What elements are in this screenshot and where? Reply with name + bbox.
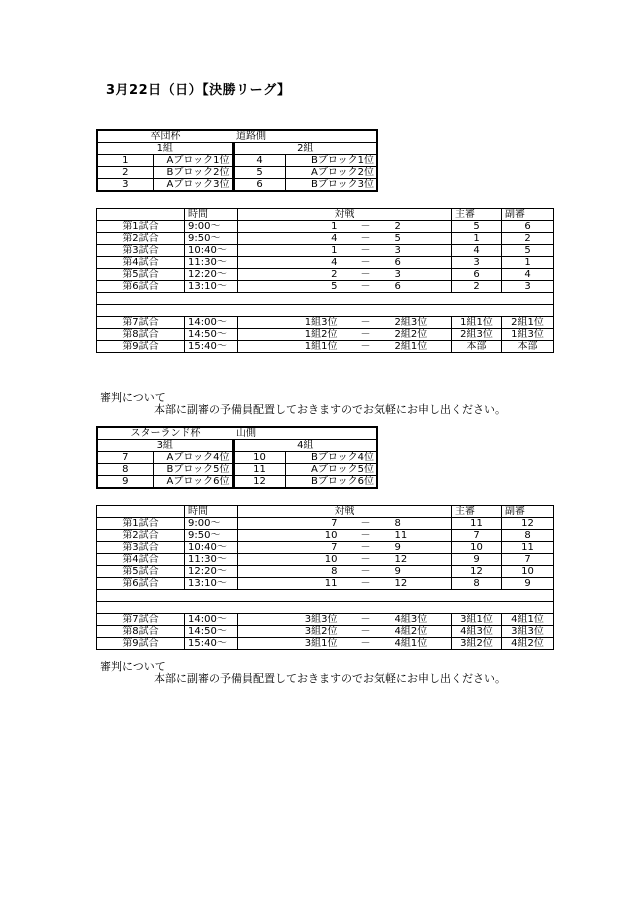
team-a: 7 [290,518,340,530]
team-number: 5 [233,167,285,179]
match-time: 13:10～ [185,281,238,293]
versus-dash: － [340,614,392,626]
match-row [97,638,554,650]
match-header: 対戦 [238,506,452,518]
team-number: 3 [97,179,153,192]
sub-referee: 4 [502,269,554,281]
chief-referee: 2 [452,281,502,293]
chief-referee: 7 [452,530,502,542]
team-number: 8 [97,464,153,476]
match-number: 第2試合 [97,233,185,245]
team-a: 3組2位 [290,626,340,638]
time-header: 時間 [185,209,238,221]
blank-row [97,305,554,317]
match-time: 9:50～ [185,530,238,542]
sub-referee-header: 副審 [502,506,554,518]
team-b: 12 [392,578,452,590]
match-header: 対戦 [238,209,452,221]
chief-referee: 3組1位 [452,614,502,626]
team-a: 1組2位 [290,329,340,341]
sub-referee: 12 [502,518,554,530]
versus-dash: － [340,317,392,329]
team-seed: Aブロック4位 [153,452,233,464]
team-number: 1 [97,155,153,167]
match-row [97,341,554,353]
versus-dash: － [340,281,392,293]
team-seed: Bブロック3位 [285,179,377,192]
team-b: 12 [392,554,452,566]
schedule-header-row [97,506,554,518]
sub-referee: 10 [502,566,554,578]
versus-dash: － [340,530,392,542]
sub-referee: 本部 [502,341,554,353]
match-time: 12:20～ [185,566,238,578]
versus-dash: － [340,638,392,650]
group-row [97,167,377,179]
match-number: 第9試合 [97,638,185,650]
match-number: 第3試合 [97,542,185,554]
match-number: 第8試合 [97,329,185,341]
team-seed: Bブロック2位 [153,167,233,179]
sub-referee: 1組3位 [502,329,554,341]
chief-referee: 本部 [452,341,502,353]
chief-referee-header: 主審 [452,209,502,221]
group-table-2 [96,426,378,489]
team-b: 9 [392,542,452,554]
match-row [97,269,554,281]
chief-referee-header: 主審 [452,506,502,518]
versus-dash: － [340,245,392,257]
match-number: 第3試合 [97,245,185,257]
match-row [97,233,554,245]
match-number: 第5試合 [97,269,185,281]
match-time: 11:30～ [185,257,238,269]
sub-referee: 3組3位 [502,626,554,638]
team-a: 1 [290,245,340,257]
chief-referee: 1 [452,233,502,245]
match-number: 第4試合 [97,554,185,566]
match-number: 第9試合 [97,341,185,353]
versus-dash: － [340,542,392,554]
match-number: 第6試合 [97,281,185,293]
versus-dash: － [340,626,392,638]
team-b: 3 [392,245,452,257]
team-b: 4組2位 [392,626,452,638]
blank-row [97,602,554,614]
referee-note-body: 本部に副審の予備員配置しておきますのでお気軽にお申し出ください。 [154,403,506,416]
sub-referee: 11 [502,542,554,554]
match-number: 第8試合 [97,626,185,638]
team-b: 6 [392,257,452,269]
match-row [97,554,554,566]
group-header-row [97,427,377,440]
team-number: 9 [97,476,153,489]
team-seed: Aブロック6位 [153,476,233,489]
group-name-row [97,143,377,155]
match-row [97,518,554,530]
match-row [97,281,554,293]
versus-dash: － [340,269,392,281]
team-a: 2 [290,269,340,281]
match-row [97,542,554,554]
field-side: 道路側 [236,131,266,142]
chief-referee: 2組3位 [452,329,502,341]
cup-name: スターランド杯 [130,428,201,439]
group-row [97,155,377,167]
group-name-right: 2組 [233,143,377,155]
match-row [97,257,554,269]
team-a: 7 [290,542,340,554]
match-row [97,317,554,329]
chief-referee: 3組2位 [452,638,502,650]
versus-dash: － [340,566,392,578]
group-header-row [97,130,377,143]
chief-referee: 4 [452,245,502,257]
match-row [97,614,554,626]
versus-dash: － [340,233,392,245]
chief-referee: 12 [452,566,502,578]
team-b: 11 [392,530,452,542]
group-row [97,476,377,489]
match-number: 第7試合 [97,317,185,329]
match-number: 第6試合 [97,578,185,590]
team-b: 3 [392,269,452,281]
team-a: 5 [290,281,340,293]
match-number: 第1試合 [97,518,185,530]
page-title: 3月22日（日）【決勝リーグ】 [106,83,291,98]
team-a: 4 [290,257,340,269]
sub-referee: 1 [502,257,554,269]
group-name-left: 1組 [97,143,233,155]
sub-referee: 2 [502,233,554,245]
sub-referee: 5 [502,245,554,257]
match-time: 9:50～ [185,233,238,245]
team-b: 2組3位 [392,317,452,329]
group-table-1 [96,129,378,192]
match-time: 12:20～ [185,269,238,281]
sub-referee: 4組2位 [502,638,554,650]
match-time: 14:50～ [185,626,238,638]
sub-referee: 4組1位 [502,614,554,626]
match-row [97,530,554,542]
group-row [97,464,377,476]
sub-referee: 2組1位 [502,317,554,329]
sub-referee: 3 [502,281,554,293]
team-b: 2組2位 [392,329,452,341]
chief-referee: 8 [452,578,502,590]
team-b: 6 [392,281,452,293]
match-time: 10:40～ [185,245,238,257]
chief-referee: 9 [452,554,502,566]
team-a: 1組1位 [290,341,340,353]
match-time: 13:10～ [185,578,238,590]
chief-referee: 3 [452,257,502,269]
match-time: 15:40～ [185,638,238,650]
match-time: 15:40～ [185,341,238,353]
sub-referee-header: 副審 [502,209,554,221]
match-time: 9:00～ [185,221,238,233]
team-b: 4組1位 [392,638,452,650]
sub-referee: 8 [502,530,554,542]
match-row [97,221,554,233]
schedule-table-1 [96,208,554,353]
team-a: 3組1位 [290,638,340,650]
schedule-table-2 [96,505,554,650]
group-name-row [97,440,377,452]
versus-dash: － [340,518,392,530]
team-seed: Aブロック2位 [285,167,377,179]
team-a: 1 [290,221,340,233]
cup-name: 卒団杯 [150,131,181,142]
chief-referee: 1組1位 [452,317,502,329]
match-number: 第1試合 [97,221,185,233]
team-number: 10 [233,452,285,464]
chief-referee: 6 [452,269,502,281]
team-b: 2 [392,221,452,233]
sub-referee: 7 [502,554,554,566]
match-number: 第5試合 [97,566,185,578]
versus-dash: － [340,257,392,269]
versus-dash: － [340,578,392,590]
match-time: 11:30～ [185,554,238,566]
chief-referee: 10 [452,542,502,554]
group-name-right: 4組 [233,440,377,452]
match-row [97,245,554,257]
versus-dash: － [340,221,392,233]
match-time: 14:50～ [185,329,238,341]
versus-dash: － [340,341,392,353]
schedule-header-row [97,209,554,221]
match-time: 10:40～ [185,542,238,554]
match-time: 14:00～ [185,614,238,626]
match-row [97,329,554,341]
match-time: 14:00～ [185,317,238,329]
chief-referee: 11 [452,518,502,530]
team-seed: Aブロック3位 [153,179,233,192]
team-a: 4 [290,233,340,245]
match-time: 9:00～ [185,518,238,530]
team-number: 2 [97,167,153,179]
referee-note-heading: 審判について [100,660,166,673]
team-number: 6 [233,179,285,192]
field-side: 山側 [236,428,256,439]
team-number: 4 [233,155,285,167]
referee-note-heading: 審判について [100,391,166,404]
team-b: 8 [392,518,452,530]
versus-dash: － [340,329,392,341]
team-a: 1組3位 [290,317,340,329]
match-row [97,578,554,590]
team-seed: Aブロック5位 [285,464,377,476]
sub-referee: 9 [502,578,554,590]
team-seed: Bブロック6位 [285,476,377,489]
team-number: 11 [233,464,285,476]
team-a: 3組3位 [290,614,340,626]
match-row [97,626,554,638]
match-number: 第2試合 [97,530,185,542]
group-name-left: 3組 [97,440,233,452]
team-b: 2組1位 [392,341,452,353]
team-number: 7 [97,452,153,464]
time-header: 時間 [185,506,238,518]
team-b: 9 [392,566,452,578]
versus-dash: － [340,554,392,566]
team-seed: Aブロック1位 [153,155,233,167]
group-row [97,179,377,192]
team-seed: Bブロック4位 [285,452,377,464]
team-a: 11 [290,578,340,590]
team-a: 10 [290,530,340,542]
team-seed: Bブロック5位 [153,464,233,476]
team-a: 10 [290,554,340,566]
team-number: 12 [233,476,285,489]
chief-referee: 4組3位 [452,626,502,638]
team-b: 4組3位 [392,614,452,626]
blank-row [97,293,554,305]
sub-referee: 6 [502,221,554,233]
group-row [97,452,377,464]
match-number: 第4試合 [97,257,185,269]
team-b: 5 [392,233,452,245]
chief-referee: 5 [452,221,502,233]
match-number: 第7試合 [97,614,185,626]
blank-row [97,590,554,602]
team-seed: Bブロック1位 [285,155,377,167]
match-row [97,566,554,578]
team-a: 8 [290,566,340,578]
referee-note-body: 本部に副審の予備員配置しておきますのでお気軽にお申し出ください。 [154,672,506,685]
